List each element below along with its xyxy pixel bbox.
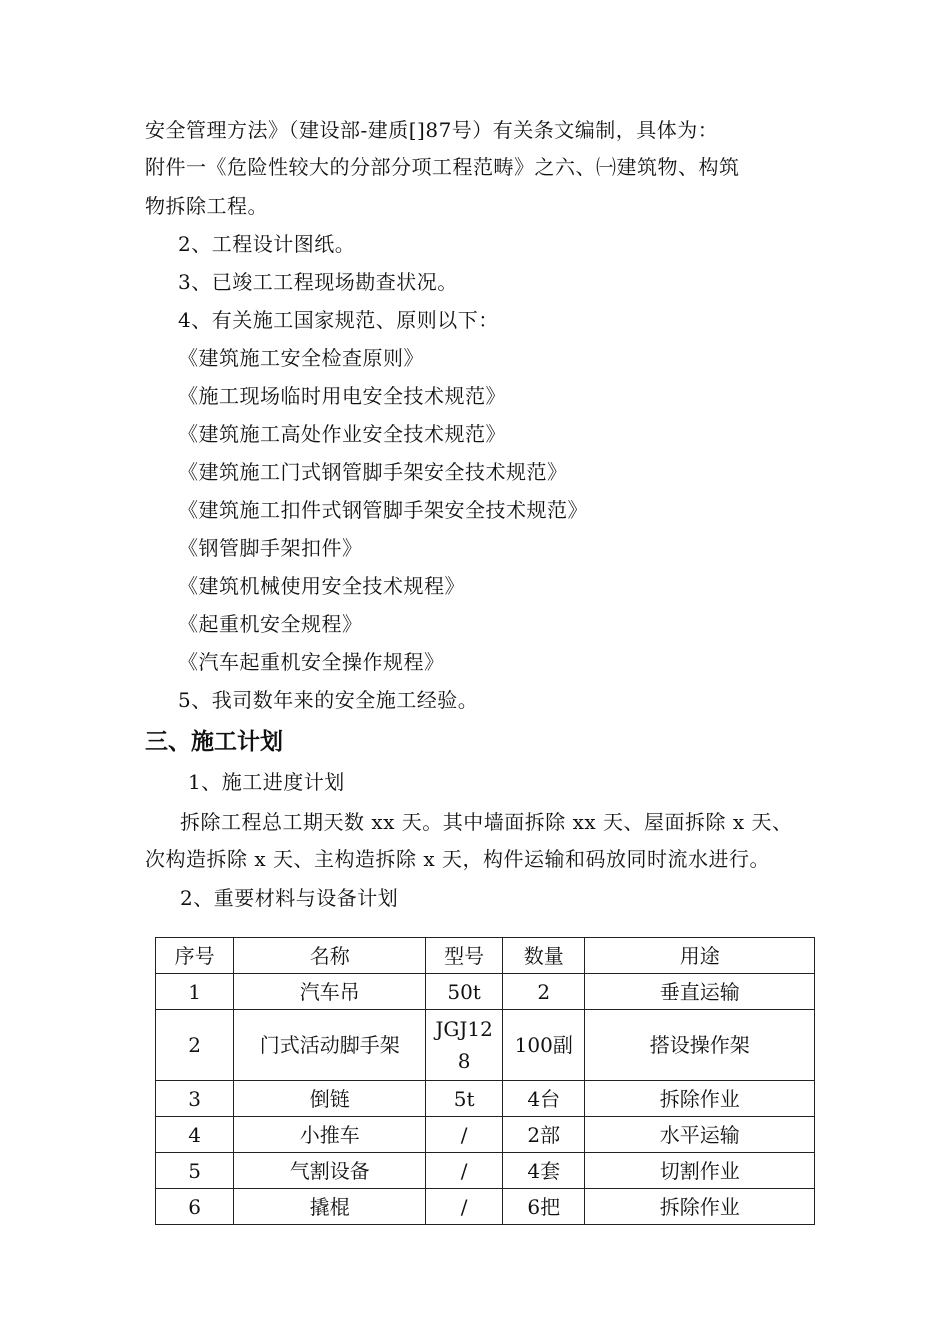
table-cell: 4台 — [503, 1081, 585, 1117]
table-cell: 汽车吊 — [234, 974, 426, 1010]
table-cell: 6把 — [503, 1189, 585, 1225]
table-cell: 100副 — [503, 1010, 585, 1081]
table-row — [156, 1081, 815, 1117]
table-cell: 6 — [156, 1189, 234, 1225]
table-row — [156, 1189, 815, 1225]
standard-item: 《建筑施工门式钢管脚手架安全技术规范》 — [178, 460, 568, 484]
paragraph-line: 次构造拆除 x 天、主构造拆除 x 天，构件运输和码放同时流水进行。 — [145, 847, 770, 871]
column-header: 数量 — [503, 938, 585, 974]
standard-item: 《施工现场临时用电安全技术规范》 — [178, 384, 506, 408]
table-cell: 1 — [156, 974, 234, 1010]
table-row — [156, 1010, 815, 1081]
standard-item: 《建筑机械使用安全技术规程》 — [178, 574, 465, 598]
subheading: 1、施工进度计划 — [188, 770, 345, 794]
standard-item: 《建筑施工扣件式钢管脚手架安全技术规范》 — [178, 498, 588, 522]
column-header: 用途 — [585, 938, 815, 974]
standard-item: 《起重机安全规程》 — [178, 612, 363, 636]
table-cell: 搭设操作架 — [585, 1010, 815, 1081]
table-cell: 4套 — [503, 1153, 585, 1189]
table-cell: 气割设备 — [234, 1153, 426, 1189]
table-cell: 5t — [426, 1081, 503, 1117]
table-row — [156, 1153, 815, 1189]
standard-item: 《汽车起重机安全操作规程》 — [178, 650, 445, 674]
column-header: 序号 — [156, 938, 234, 974]
table-cell: 门式活动脚手架 — [234, 1010, 426, 1081]
standard-item: 《建筑施工高处作业安全技术规范》 — [178, 422, 506, 446]
section-heading: 三、施工计划 — [145, 729, 283, 755]
paragraph-line: 安全管理方法》（建设部-建质[]87号）有关条文编制，具体为： — [145, 118, 719, 142]
table-cell: / — [426, 1153, 503, 1189]
table-cell: 5 — [156, 1153, 234, 1189]
column-header: 型号 — [426, 938, 503, 974]
model-value: JGJ128 — [435, 1017, 493, 1073]
table-cell: 垂直运输 — [585, 974, 815, 1010]
paragraph-line: 拆除工程总工期天数 xx 天。其中墙面拆除 xx 天、屋面拆除 x 天、 — [180, 810, 793, 834]
table-cell: 2 — [503, 974, 585, 1010]
table-cell: / — [426, 1117, 503, 1153]
table-row — [156, 974, 815, 1010]
standard-item: 《钢管脚手架扣件》 — [178, 536, 363, 560]
table-cell: 4 — [156, 1117, 234, 1153]
table-cell: 水平运输 — [585, 1117, 815, 1153]
table-cell: 2 — [156, 1010, 234, 1081]
standard-item: 《建筑施工安全检查原则》 — [178, 346, 424, 370]
table-cell: 50t — [426, 974, 503, 1010]
table-header-row — [156, 938, 815, 974]
list-item: 2、工程设计图纸。 — [178, 232, 356, 256]
table-cell — [426, 1010, 503, 1081]
materials-table — [155, 937, 815, 1225]
paragraph-line: 附件一《危险性较大的分部分项工程范畴》之六、㈠建筑物、构筑 — [145, 155, 740, 179]
table-row — [156, 1117, 815, 1153]
paragraph-line: 物拆除工程。 — [145, 194, 268, 218]
table-cell: 小推车 — [234, 1117, 426, 1153]
table-cell: 拆除作业 — [585, 1189, 815, 1225]
table-cell: 拆除作业 — [585, 1081, 815, 1117]
table-cell: 3 — [156, 1081, 234, 1117]
table-cell: 切割作业 — [585, 1153, 815, 1189]
list-item: 3、已竣工工程现场勘查状况。 — [178, 270, 458, 294]
list-item: 5、我司数年来的安全施工经验。 — [178, 688, 479, 712]
column-header: 名称 — [234, 938, 426, 974]
list-item: 4、有关施工国家规范、原则以下： — [178, 308, 499, 332]
table-cell: 倒链 — [234, 1081, 426, 1117]
subheading: 2、重要材料与设备计划 — [180, 886, 399, 910]
table-cell: 2部 — [503, 1117, 585, 1153]
table-cell: 撬棍 — [234, 1189, 426, 1225]
table-cell: / — [426, 1189, 503, 1225]
